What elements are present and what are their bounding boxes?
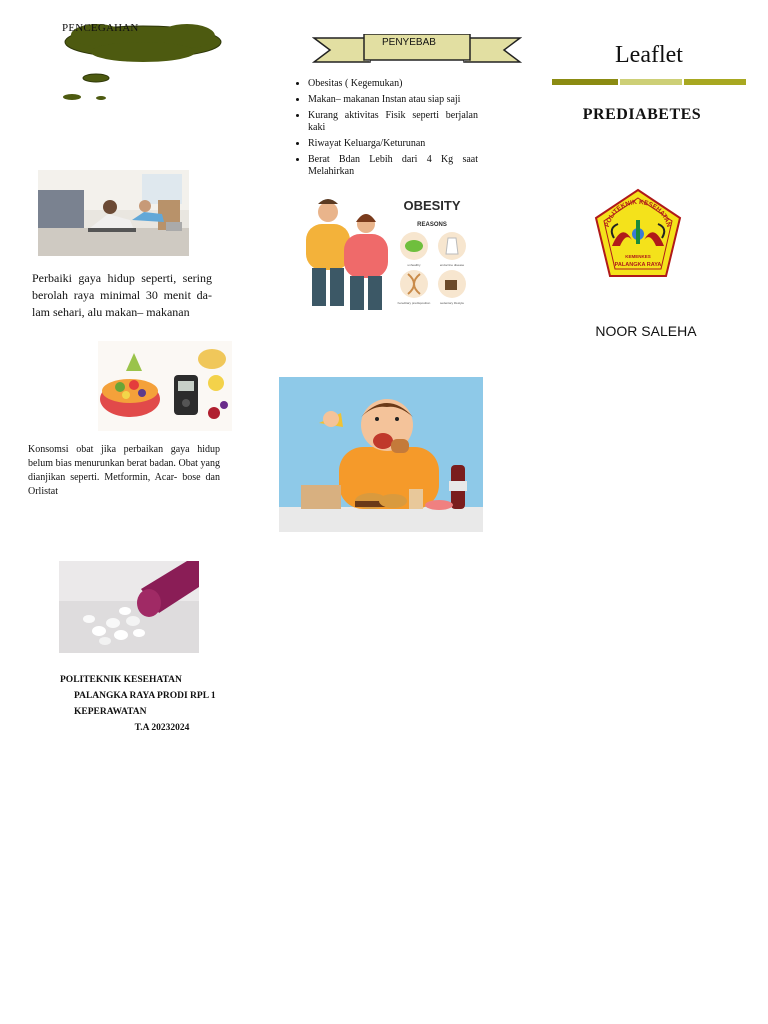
infographic-subtitle: REASONS: [417, 222, 447, 228]
logo-text-top: POLITEKNIK KESEHATAN: [603, 198, 673, 229]
lifestyle-advice-text: Perbaiki gaya hidup seperti, sering berolah raya minimal 30 menit da- lam sehari, alu makan– makanan: [32, 271, 212, 319]
obesity-reasons-infographic: [290, 186, 480, 326]
caption-endocrine: endocrine disease: [439, 263, 465, 267]
institution-logo: [592, 188, 684, 280]
caption-hereditary: hereditary predisposition: [397, 301, 431, 305]
medicine-advice-text: Konsomsi obat jika perbaikan gaya hidup belum bias menurunkan berat badan. Obat yang dianjikan seperti. Metformin, Acar- bose dan Orlistat: [28, 444, 220, 497]
caption-unhealthy: unhealthy: [407, 263, 421, 267]
bar-light: [620, 79, 682, 85]
junk-food-illustration: [279, 377, 483, 532]
institution-block: [60, 672, 244, 736]
pills-photo: [59, 561, 199, 653]
exercise-photo: [38, 170, 189, 256]
caption-sedentary: sedentary lifestyle: [439, 301, 465, 305]
institution-line-2: PALANGKA RAYA PRODI RPL 1: [74, 691, 216, 701]
institution-line-1: POLITEKNIK KESEHATAN: [60, 675, 182, 685]
causes-list: [282, 78, 478, 182]
cause-item: • Kurang aktivitas Fisik seperti berjalan kaki: [308, 110, 478, 134]
leaflet-title: Leaflet: [615, 42, 683, 68]
academic-year: T.A 20232024: [134, 723, 190, 733]
infographic-title: OBESITY: [403, 198, 461, 213]
main-title: PREDIABETES: [582, 106, 702, 123]
decorative-color-bars: [552, 79, 746, 85]
prevention-heading: PENCEGAHAN: [62, 22, 139, 34]
institution-line-3: KEPERAWATAN: [74, 707, 147, 717]
author-name: NOOR SALEHA: [595, 323, 697, 339]
bar-dark: [552, 79, 618, 85]
cause-item: • Obesitas ( Kegemukan): [308, 78, 478, 90]
fruit-glucometer-photo: [98, 341, 232, 431]
cause-item: • Riwayat Keluarga/Keturunan: [308, 138, 478, 150]
cause-item: • Berat Bdan Lebih dari 4 Kg saat Melahirkan: [308, 154, 478, 178]
cause-item: • Makan– makanan Instan atau siap saji: [308, 94, 478, 106]
logo-text-mid: KEMENKES: [625, 254, 651, 259]
bar-mid: [684, 79, 746, 85]
logo-text-bottom: PALANGKA RAYA: [614, 262, 662, 268]
causes-heading: PENYEBAB: [382, 37, 436, 48]
